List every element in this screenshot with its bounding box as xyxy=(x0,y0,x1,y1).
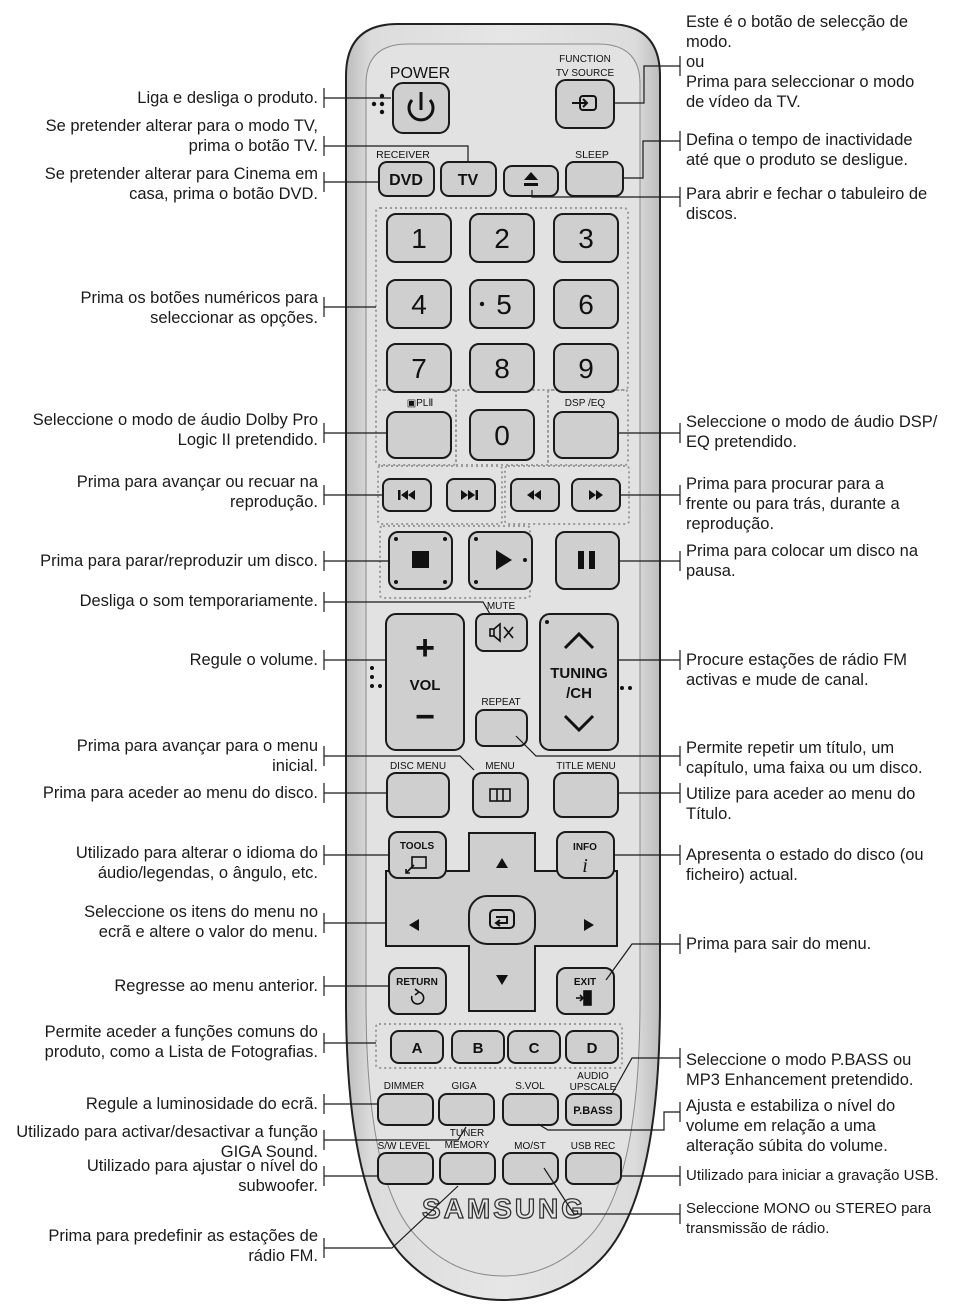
tuner-memory-button[interactable] xyxy=(440,1153,495,1184)
callout-giga-line: GIGA Sound. xyxy=(220,1143,318,1161)
sw-level-label: S/W LEVEL xyxy=(377,1141,431,1152)
callout-dvd-line: Se pretender alterar para Cinema em xyxy=(44,165,318,183)
callout-sw-level-line: Utilizado para ajustar o nível do xyxy=(86,1157,318,1175)
menu-button[interactable] xyxy=(473,773,528,817)
callout-disc-menu-line: Prima para aceder ao menu do disco. xyxy=(42,784,318,802)
callout-volume-line: Regule o volume. xyxy=(189,651,318,669)
callout-info xyxy=(686,845,924,885)
digit-6-label: 6 xyxy=(578,289,594,320)
callout-eject-line: Para abrir e fechar o tabuleiro de xyxy=(686,185,928,203)
callout-color-keys-line: produto, como a Lista de Fotografias. xyxy=(44,1043,318,1061)
callout-numbers-line: Prima os botões numéricos para xyxy=(80,289,318,307)
digit-2-label: 2 xyxy=(494,223,510,254)
callout-power xyxy=(137,88,318,108)
callout-cursor-line: Seleccione os itens do menu no xyxy=(84,903,318,921)
callout-svol xyxy=(686,1096,895,1156)
callout-exit-line: Prima para sair do menu. xyxy=(686,935,872,953)
callout-color-keys xyxy=(45,1022,318,1062)
dimmer-label: DIMMER xyxy=(383,1081,425,1092)
function-label-line1: FUNCTION xyxy=(559,54,611,65)
tools-button[interactable] xyxy=(389,832,446,878)
mo-st-button[interactable] xyxy=(503,1153,558,1184)
callout-exit xyxy=(686,934,871,954)
info-icon: i xyxy=(582,855,588,877)
callout-function-line: Este é o botão de selecção de xyxy=(686,13,908,31)
digit-5-label: 5 xyxy=(496,289,512,320)
key-b-label: B xyxy=(472,1040,484,1057)
callout-dvd-line: casa, prima o botão DVD. xyxy=(129,185,318,203)
callout-svol-line: volume em relação a uma xyxy=(686,1117,876,1135)
callout-function-line: de vídeo da TV. xyxy=(686,93,801,111)
callout-function-line: Prima para seleccionar o modo xyxy=(686,73,915,91)
usb-rec-button[interactable] xyxy=(566,1153,621,1184)
dsp-eq-button[interactable] xyxy=(554,412,618,458)
return-label: RETURN xyxy=(396,977,438,988)
callout-dsp-line: EQ pretendido. xyxy=(686,433,797,451)
callout-search xyxy=(686,474,900,534)
dsp-eq-label: DSP /EQ xyxy=(564,398,606,409)
mute-label: MUTE xyxy=(486,601,516,612)
callout-search-line: frente ou para trás, durante a xyxy=(686,495,900,513)
receiver-label: RECEIVER xyxy=(376,149,430,161)
callout-info-line: Apresenta o estado do disco (ou xyxy=(686,846,924,864)
callout-mute xyxy=(80,591,318,611)
sleep-label: SLEEP xyxy=(575,149,609,161)
callout-volume xyxy=(190,650,318,670)
callout-tools-line: áudio/legendas, o ângulo, etc. xyxy=(97,864,318,882)
tv-label: TV xyxy=(457,172,479,189)
callout-pause-line: pausa. xyxy=(686,562,736,580)
callout-eject xyxy=(686,184,927,224)
callout-eject-line: discos. xyxy=(686,205,738,223)
dolby-label: ▣PLⅡ xyxy=(406,398,434,409)
callout-return-line: Regresse ao menu anterior. xyxy=(114,977,318,995)
giga-button[interactable] xyxy=(439,1094,494,1125)
mo-st-label: MO/ST xyxy=(514,1141,546,1152)
callout-title-menu-line: Título. xyxy=(686,805,732,823)
callout-dolby xyxy=(33,410,318,450)
callout-numbers-line: seleccionar as opções. xyxy=(150,309,318,327)
eject-button[interactable] xyxy=(504,166,558,196)
callout-sleep xyxy=(686,130,913,170)
callout-repeat-line: Permite repetir um título, um xyxy=(686,739,895,757)
callout-tv-line: Se pretender alterar para o modo TV, xyxy=(45,117,318,135)
info-label: INFO xyxy=(573,842,597,853)
callout-tools xyxy=(76,843,318,883)
tuning-tactile-dot xyxy=(545,620,549,624)
audio-upscale-label-line1: AUDIO xyxy=(577,1071,609,1082)
power-label: POWER xyxy=(389,65,451,82)
tuner-memory-label-line1: TUNER xyxy=(449,1128,485,1139)
callout-dimmer-line: Regule a luminosidade do ecrã. xyxy=(85,1095,318,1113)
callout-tuner-memory xyxy=(48,1226,318,1266)
dvd-label: DVD xyxy=(389,172,423,189)
key-c-label: C xyxy=(528,1040,540,1057)
callout-repeat xyxy=(686,738,923,778)
callout-mo-st-line: transmissão de rádio. xyxy=(686,1220,830,1237)
callout-dvd xyxy=(45,164,318,204)
callout-menu-line: Prima para avançar para o menu xyxy=(76,737,318,755)
digit-4-label: 4 xyxy=(411,289,427,320)
callout-mo-st xyxy=(686,1199,931,1239)
callout-tools-line: Utilizado para alterar o idioma do xyxy=(75,844,318,862)
dolby-button[interactable] xyxy=(387,412,451,458)
title-menu-label: TITLE MENU xyxy=(556,761,616,772)
exit-label: EXIT xyxy=(573,977,597,988)
callout-pause-line: Prima para colocar um disco na xyxy=(686,542,919,560)
callout-repeat-line: capítulo, uma faixa ou um disco. xyxy=(686,759,923,777)
callout-tuning-line: activas e mude de canal. xyxy=(686,671,869,689)
digit-0-label: 0 xyxy=(494,420,510,451)
callout-pbass xyxy=(686,1050,913,1090)
callout-tuning-line: Procure estações de rádio FM xyxy=(686,651,908,669)
callout-menu xyxy=(77,736,318,776)
key-a-label: A xyxy=(411,1040,423,1057)
callout-skip-line: reprodução. xyxy=(229,493,318,511)
callout-mute-line: Desliga o som temporariamente. xyxy=(79,592,318,610)
callout-search-line: Prima para procurar para a xyxy=(686,475,885,493)
mute-button[interactable] xyxy=(476,614,527,651)
callout-tv-line: prima o botão TV. xyxy=(188,137,318,155)
callout-svol-line: alteração súbita do volume. xyxy=(686,1137,888,1155)
volume-up-label: + xyxy=(415,629,435,667)
callout-numbers xyxy=(80,288,318,328)
callout-title-menu xyxy=(686,784,915,824)
callout-sw-level-line: subwoofer. xyxy=(238,1177,318,1195)
disc-menu-button[interactable] xyxy=(387,773,449,817)
disc-menu-label: DISC MENU xyxy=(389,761,447,772)
callout-tuner-memory-line: rádio FM. xyxy=(248,1247,318,1265)
callout-function xyxy=(686,12,914,112)
title-menu-button[interactable] xyxy=(554,773,618,817)
stop-icon xyxy=(412,551,429,568)
pbass-label: P.BASS xyxy=(573,1105,613,1117)
callout-usb-rec xyxy=(686,1166,939,1186)
callout-function-line: modo. xyxy=(686,33,732,51)
callout-pbass-line: MP3 Enhancement pretendido. xyxy=(686,1071,914,1089)
menu-label: MENU xyxy=(485,761,515,772)
callout-search-line: reprodução. xyxy=(686,515,775,533)
callout-stop-play xyxy=(40,551,318,571)
callout-svol-line: Ajusta e estabiliza o nível do xyxy=(686,1097,896,1115)
callout-skip-line: Prima para avançar ou recuar na xyxy=(76,473,318,491)
digit-8-label: 8 xyxy=(494,353,510,384)
callout-dsp xyxy=(686,412,937,452)
repeat-button[interactable] xyxy=(476,710,527,746)
giga-label: GIGA xyxy=(451,1081,477,1092)
callout-tuning xyxy=(686,650,907,690)
callout-dimmer xyxy=(86,1094,318,1114)
volume-down-label: − xyxy=(415,698,435,736)
digit-7-label: 7 xyxy=(411,353,427,384)
callout-menu-line: inicial. xyxy=(272,757,318,775)
callout-pbass-line: Seleccione o modo P.BASS ou xyxy=(686,1051,912,1069)
brand-logo: SAMSUNG xyxy=(421,1193,587,1224)
callout-sw-level xyxy=(87,1156,318,1196)
callout-function-line: ou xyxy=(686,53,705,71)
digit-9-label: 9 xyxy=(578,353,594,384)
dimmer-button[interactable] xyxy=(378,1094,433,1125)
callout-cursor xyxy=(84,902,318,942)
callout-usb-rec-line: Utilizado para iniciar a gravação USB. xyxy=(686,1167,939,1184)
callout-skip xyxy=(77,472,318,512)
pause-button[interactable] xyxy=(556,532,619,589)
audio-upscale-label-line2: UPSCALE xyxy=(569,1082,617,1093)
volume-label: VOL xyxy=(409,677,441,694)
svol-label: S.VOL xyxy=(515,1081,545,1092)
callout-stop-play-line: Prima para parar/reproduzir um disco. xyxy=(40,552,318,570)
digit-5-tactile-dot xyxy=(480,302,484,306)
callout-disc-menu xyxy=(43,783,318,803)
usb-rec-label: USB REC xyxy=(570,1141,616,1152)
tuning-label-line1: TUNING xyxy=(550,665,608,682)
svol-button[interactable] xyxy=(503,1094,558,1125)
digit-1-label: 1 xyxy=(411,223,427,254)
enter-button[interactable] xyxy=(469,896,535,944)
callout-power-line: Liga e desliga o produto. xyxy=(137,89,318,107)
callout-color-keys-line: Permite aceder a funções comuns do xyxy=(44,1023,318,1041)
sw-level-button[interactable] xyxy=(378,1153,433,1184)
callout-sleep-line: Defina o tempo de inactividade xyxy=(686,131,913,149)
sleep-button[interactable] xyxy=(566,162,623,196)
callout-dolby-line: Seleccione o modo de áudio Dolby Pro xyxy=(32,411,318,429)
callout-tv xyxy=(46,116,318,156)
callout-info-line: ficheiro) actual. xyxy=(686,866,798,884)
callout-pause xyxy=(686,541,918,581)
callout-cursor-line: ecrã e altere o valor do menu. xyxy=(98,923,318,941)
tuning-label-line2: /CH xyxy=(566,685,592,702)
callout-sleep-line: até que o produto se desligue. xyxy=(686,151,909,169)
callout-mo-st-line: Seleccione MONO ou STEREO para xyxy=(686,1200,932,1217)
callout-tuner-memory-line: Prima para predefinir as estações de xyxy=(48,1227,318,1245)
key-d-label: D xyxy=(586,1040,598,1057)
tools-label: TOOLS xyxy=(399,841,435,852)
callout-title-menu-line: Utilize para aceder ao menu do xyxy=(686,785,916,803)
function-label-line2: TV SOURCE xyxy=(555,68,615,79)
callout-dsp-line: Seleccione o modo de áudio DSP/ xyxy=(686,413,938,431)
digit-3-label: 3 xyxy=(578,223,594,254)
callout-dolby-line: Logic II pretendido. xyxy=(177,431,318,449)
callout-giga-line: Utilizado para activar/desactivar a função xyxy=(16,1123,318,1141)
tuner-memory-label-line2: MEMORY xyxy=(444,1140,490,1151)
repeat-label: REPEAT xyxy=(481,697,521,708)
callout-return xyxy=(114,976,318,996)
